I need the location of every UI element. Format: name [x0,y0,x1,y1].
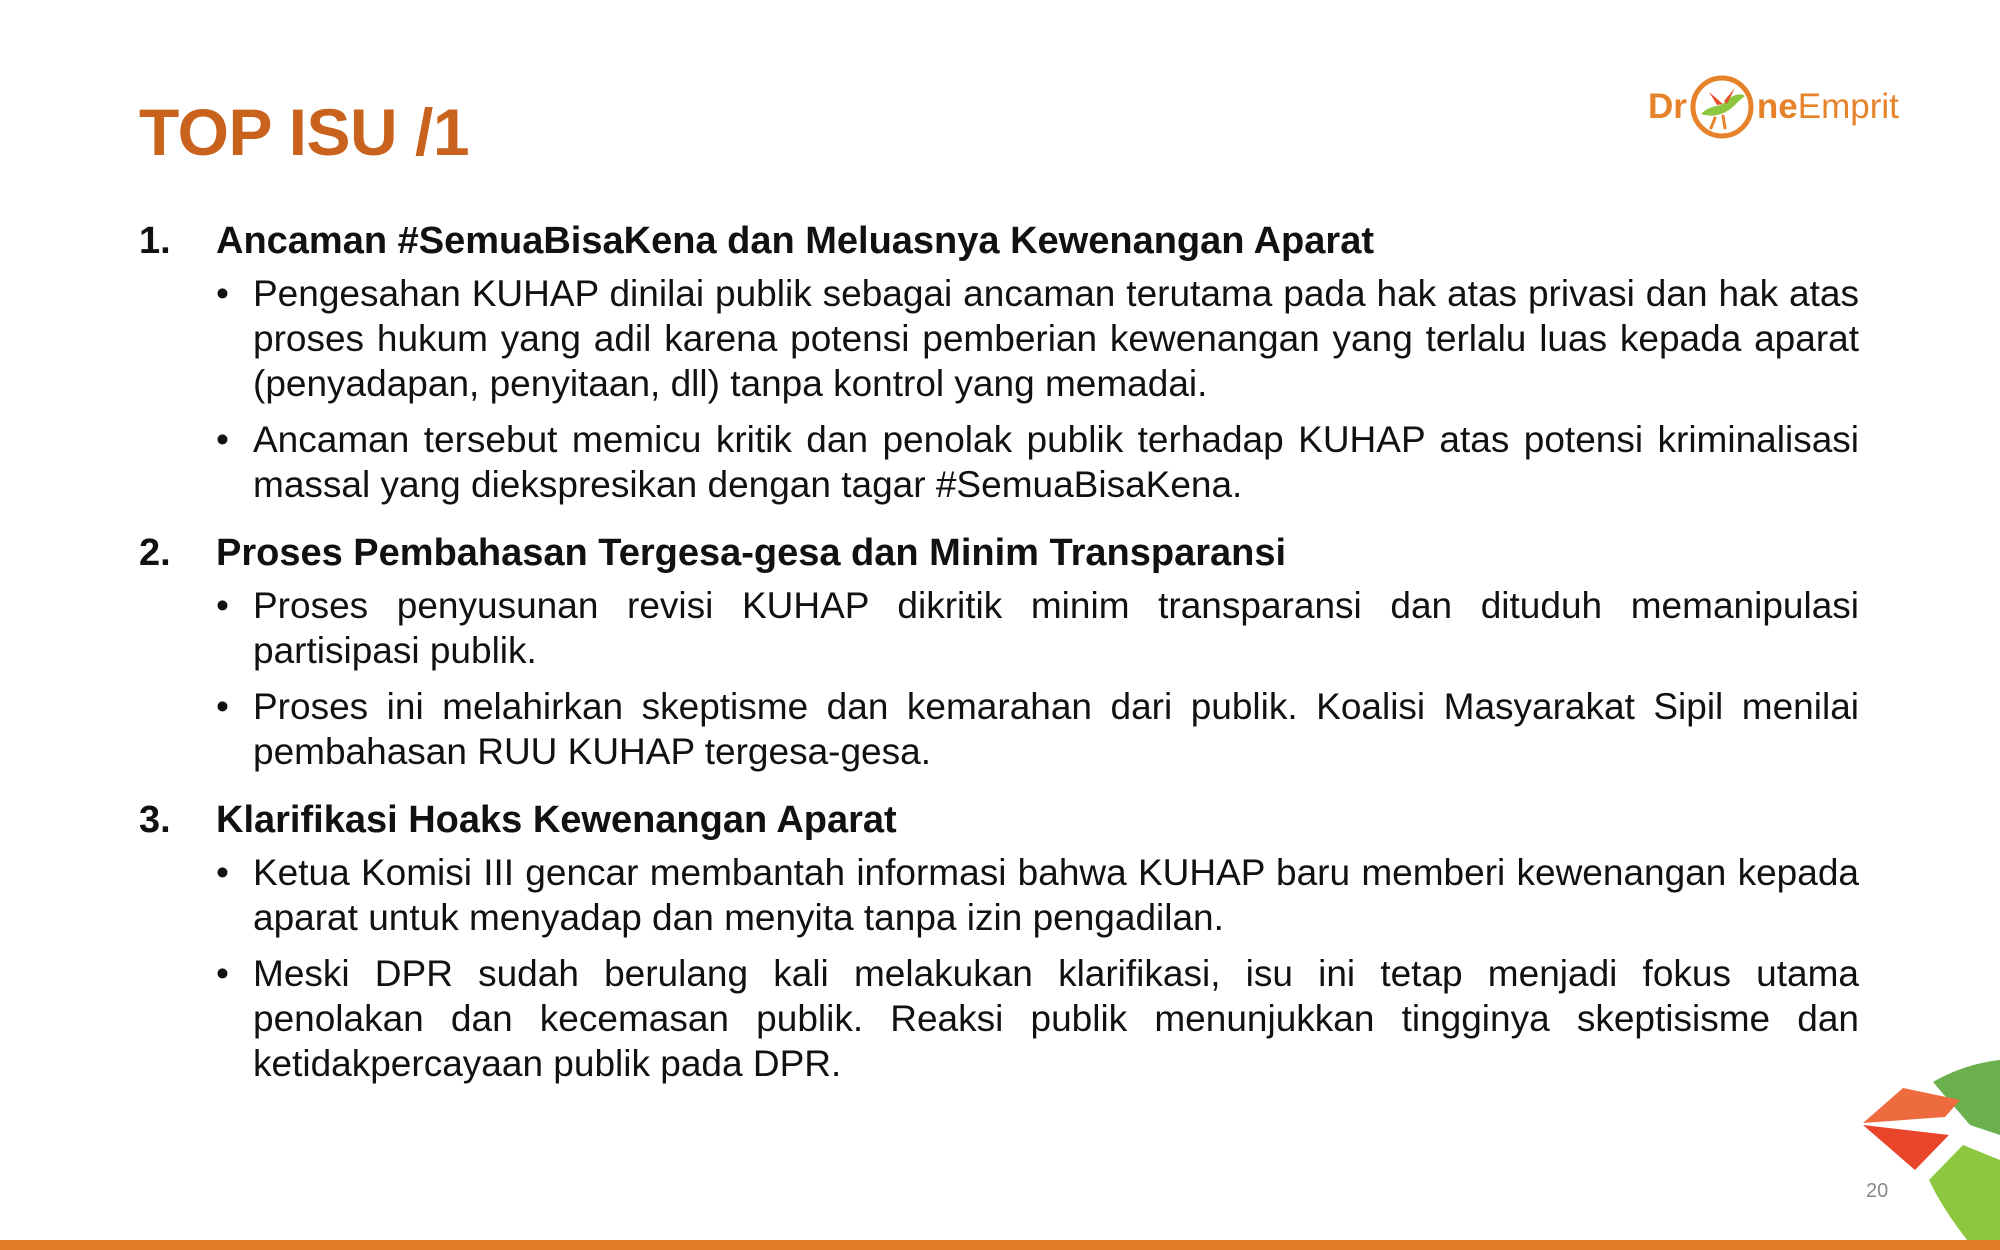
drone-emprit-logo [1648,72,1899,142]
bullet-item [216,417,1859,507]
issues-list [139,215,1859,1106]
bullet-item [216,271,1859,406]
issue-bullets [139,583,1859,774]
issue-item [139,527,1859,774]
bullet-text: Ketua Komisi III gencar membantah informasi bahwa KUHAP baru memberi kewenangan kepada aparat untuk menyadap dan menyita tanpa izin pengadilan. [253,852,1859,938]
bullet-item [216,951,1859,1086]
bullet-dot-icon: • [216,585,229,626]
issue-bullets [139,271,1859,507]
slide-title: TOP ISU /1 [139,95,470,169]
bullet-dot-icon: • [216,686,229,727]
issue-bullets [139,850,1859,1086]
issue-number: 2. [139,532,171,574]
issue-heading [139,794,1859,846]
issue-item [139,215,1859,507]
logo-text-emprit: Emprit [1797,87,1899,126]
corner-decoration-icon [1845,1055,2000,1250]
bullet-text: Meski DPR sudah berulang kali melakukan klarifikasi, isu ini tetap menjadi fokus utama penolakan dan kecemasan publik. Reaksi publik menunjukkan tingginya skeptisisme dan ketidakpercayaan publik pada DPR. [253,953,1859,1084]
logo-text-ne: ne [1756,87,1798,126]
issue-title: Ancaman #SemuaBisaKena dan Meluasnya Kewenangan Aparat [216,220,1374,262]
bullet-item [216,850,1859,940]
bullet-text: Ancaman tersebut memicu kritik dan penolak publik terhadap KUHAP atas potensi kriminalisasi massal yang diekspresikan dengan tagar #SemuaBisaKena. [253,419,1859,505]
logo-text-dr: Dr [1648,87,1687,126]
bottom-bar [0,1240,2000,1250]
page-number: 20 [1866,1180,1889,1202]
bullet-text: Pengesahan KUHAP dinilai publik sebagai ancaman terutama pada hak atas privasi dan hak atas proses hukum yang adil karena potensi pemberian kewenangan yang terlalu luas kepada aparat (penyadapan, penyitaan, dll) tanpa kontrol yang memadai. [253,273,1859,404]
issue-item [139,794,1859,1086]
bullet-dot-icon: • [216,953,229,994]
issue-title: Proses Pembahasan Tergesa-gesa dan Minim Transparansi [216,532,1287,574]
issue-heading [139,215,1859,267]
bullet-item [216,684,1859,774]
drone-bird-emblem-icon [1689,74,1755,140]
bullet-text: Proses ini melahirkan skeptisme dan kemarahan dari publik. Koalisi Masyarakat Sipil menilai pembahasan RUU KUHAP tergesa-gesa. [253,686,1859,772]
bullet-item [216,583,1859,673]
issue-heading [139,527,1859,579]
bullet-text: Proses penyusunan revisi KUHAP dikritik minim transparansi dan dituduh memanipulasi partisipasi publik. [253,585,1859,671]
issue-title: Klarifikasi Hoaks Kewenangan Aparat [216,799,897,841]
bullet-dot-icon: • [216,852,229,893]
bullet-dot-icon: • [216,419,229,460]
issue-number: 1. [139,220,171,262]
bullet-dot-icon: • [216,273,229,314]
issue-number: 3. [139,799,171,841]
